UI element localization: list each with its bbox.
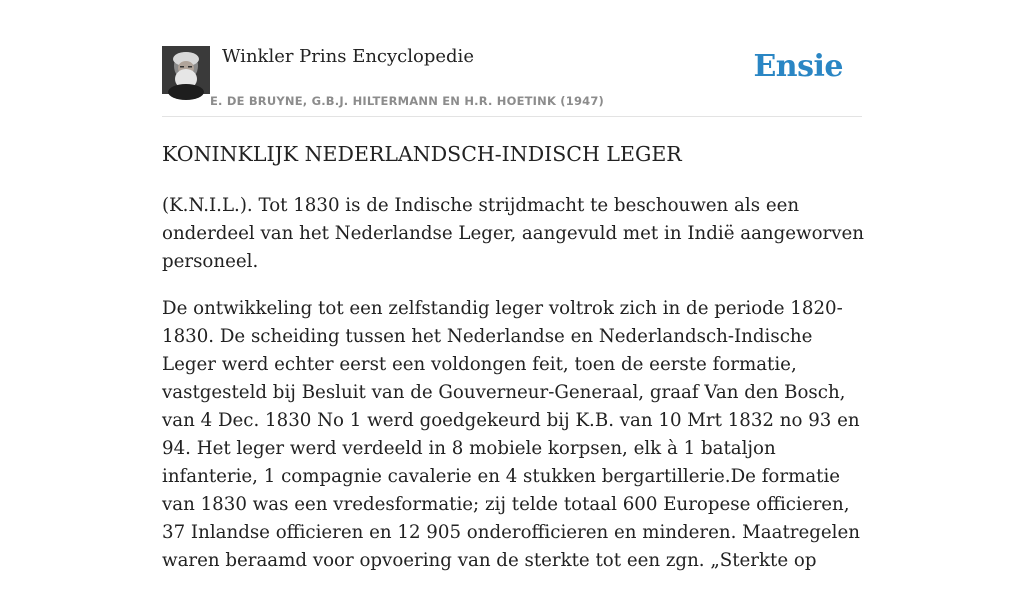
source-title[interactable]: Winkler Prins Encyclopedie	[222, 46, 474, 67]
ensie-logo[interactable]: Ensie	[753, 49, 843, 84]
article-paragraph: De ontwikkeling tot een zelfstandig leger voltrok zich in de periode 1820-1830. De scheiding tussen het Nederlandse en Nederlandsch-Indische Leger werd echter eerst een voldongen feit, toen de eerste formatie, vastgesteld bij Besluit van de Gouverneur-Generaal, graaf Van den Bosch, van 4 Dec. 1830 No 1 werd goedgekeurd bij K.B. van 10 Mrt 1832 no 93 en 94. Het leger werd verdeeld in 8 mobiele korpsen, elk à 1 bataljon infanterie, 1 compagnie cavalerie en 4 stukken bergartillerie.De formatie van 1830 was een vredesformatie; zij telde totaal 600 Europese officieren, 37 Inlandse officieren en 12 905 onderofficieren en minderen. Maatregelen waren beraamd voor opvoering van de sterkte tot een zgn. „Sterkte op	[162, 298, 860, 571]
source-authors: E. DE BRUYNE, G.B.J. HILTERMANN EN H.R. HOETINK (1947)	[210, 94, 605, 108]
article-title: KONINKLIJK NEDERLANDSCH-INDISCH LEGER	[162, 142, 682, 166]
author-avatar	[162, 46, 210, 94]
article-paragraph: (K.N.I.L.). Tot 1830 is de Indische strijdmacht te beschouwen als een onderdeel van het Nederlandse Leger, aangevuld met in Indië aangeworven personeel.	[162, 195, 865, 272]
source-header	[162, 46, 862, 117]
article-body	[162, 192, 872, 594]
portrait-image	[162, 46, 210, 94]
